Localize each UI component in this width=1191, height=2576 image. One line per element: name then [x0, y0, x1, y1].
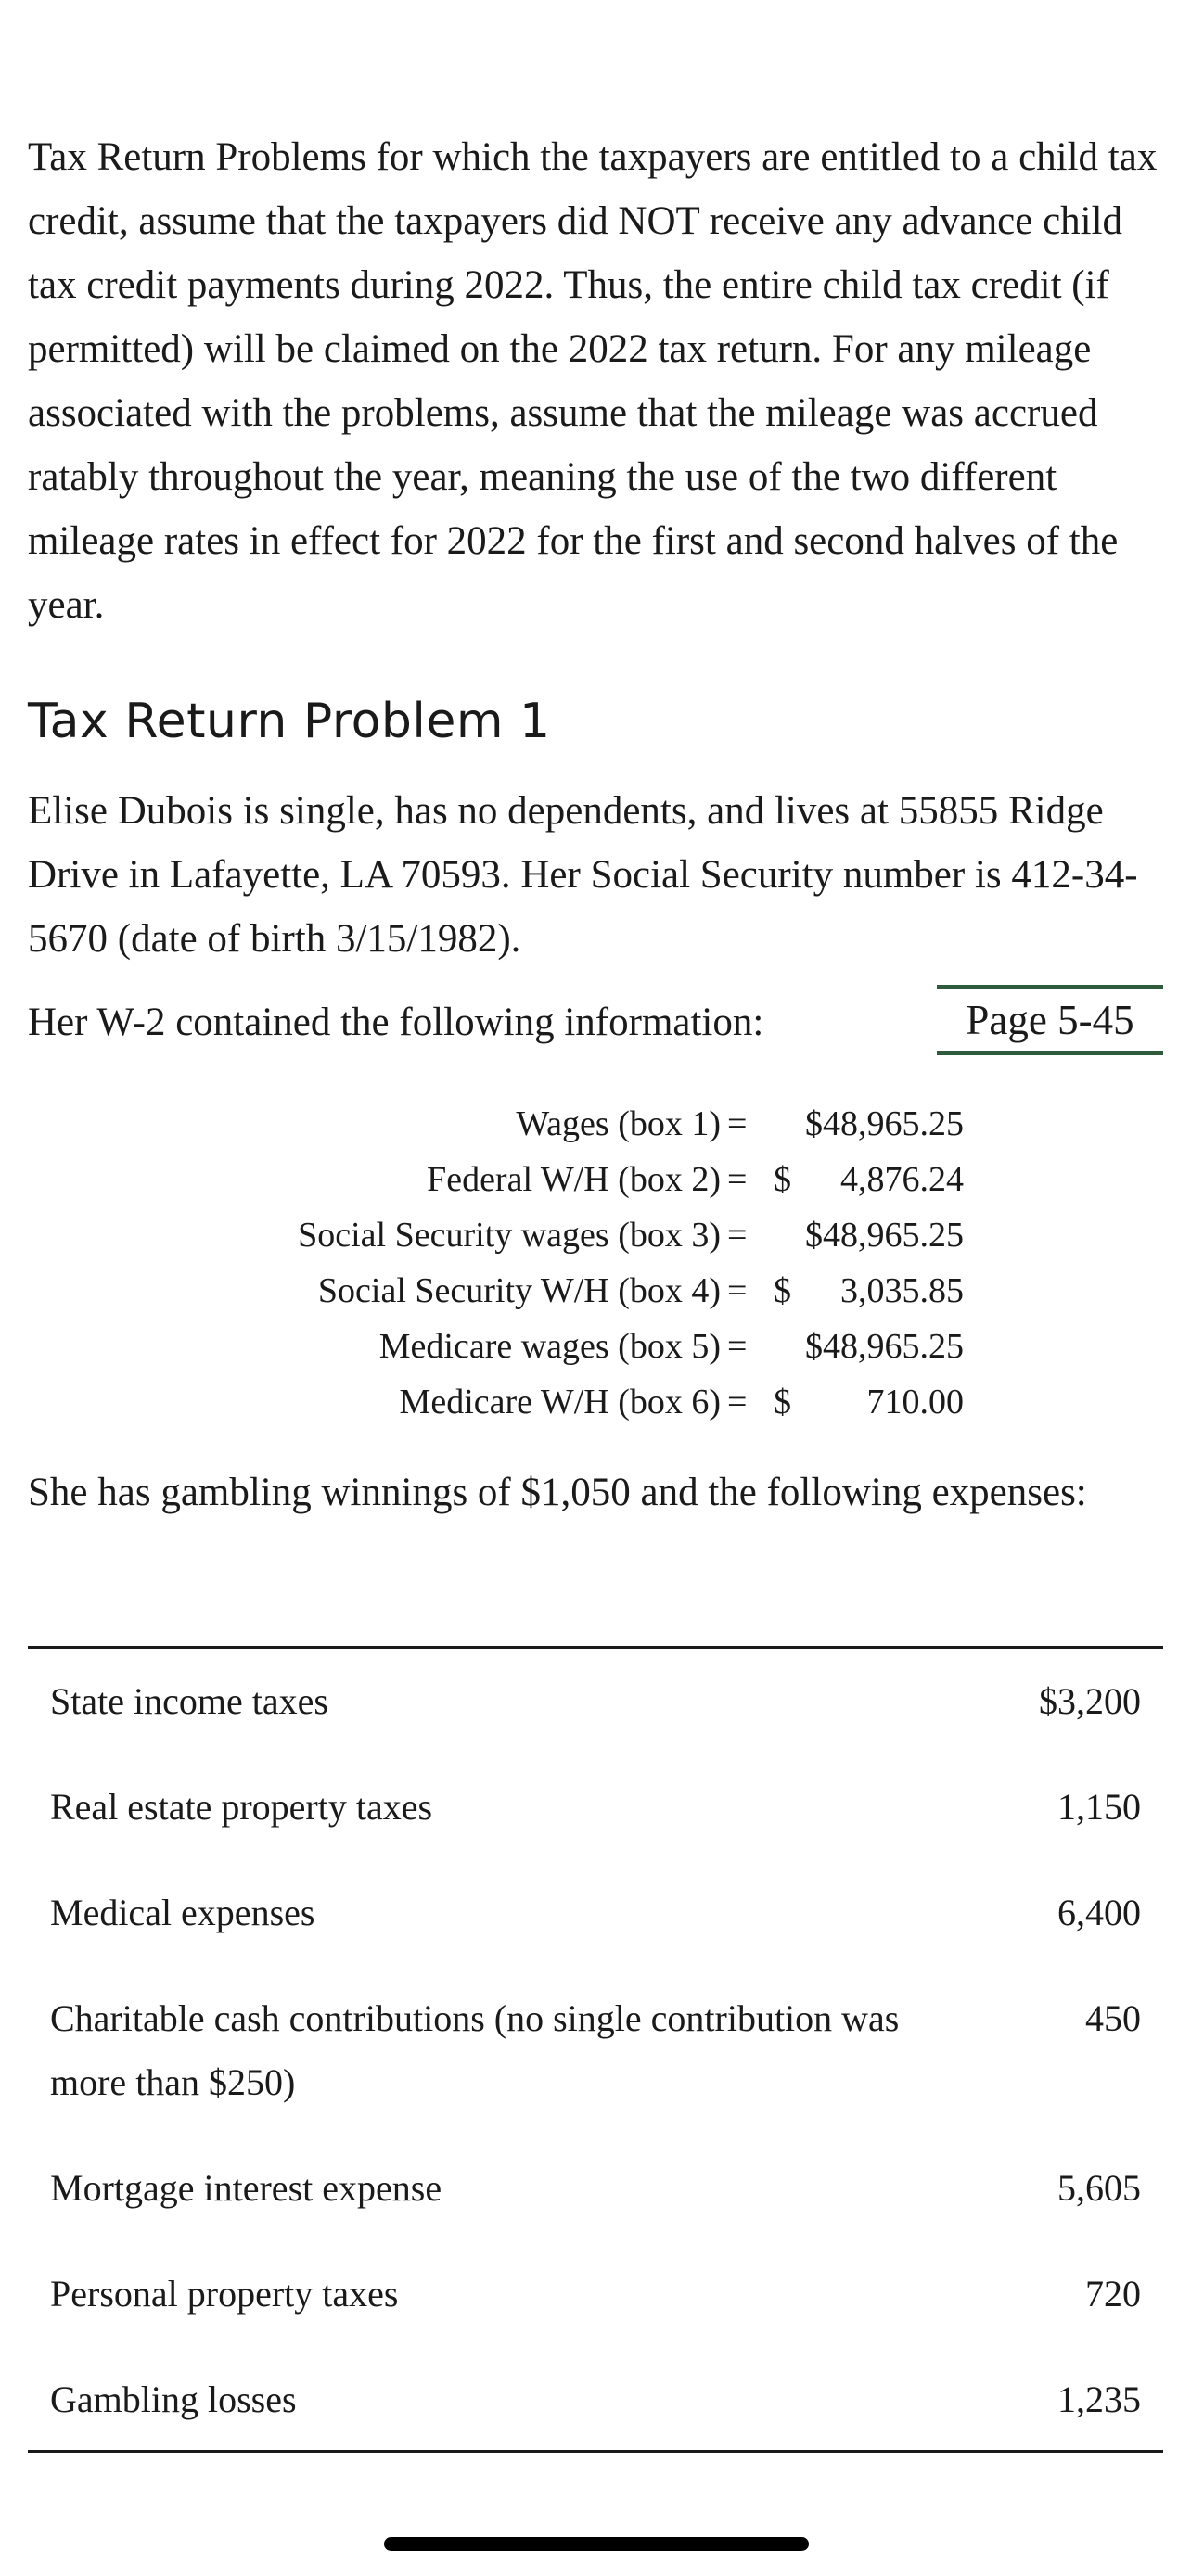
w2-amount: 710.00: [866, 1383, 964, 1422]
w2-amount: $48,965.25: [805, 1216, 964, 1255]
w2-row: [28, 1270, 1163, 1326]
w2-table: [28, 1103, 1163, 1437]
expense-label: Mortgage interest expense: [50, 2167, 442, 2209]
expense-row: [28, 2367, 1163, 2450]
w2-label: Wages (box 1): [516, 1104, 721, 1143]
expense-amount: 6,400: [1057, 1892, 1141, 1933]
expense-amount: 5,605: [1057, 2167, 1141, 2209]
w2-row: [28, 1103, 1163, 1159]
w2-label: Social Security wages (box 3): [298, 1216, 721, 1255]
page-reference: Page 5-45: [937, 985, 1163, 1055]
equals-sign: =: [727, 1327, 748, 1366]
expense-label: Real estate property taxes: [50, 1786, 433, 1828]
gambling-paragraph: She has gambling winnings of $1,050 and the following expenses:: [28, 1471, 1087, 1514]
expense-label: State income taxes: [50, 1680, 328, 1722]
w2-row: [28, 1382, 1163, 1437]
expense-row: [28, 2156, 1163, 2262]
equals-sign: =: [727, 1383, 748, 1422]
w2-intro-text: Her W-2 contained the following information:: [28, 1001, 764, 1044]
equals-sign: =: [727, 1216, 748, 1255]
w2-amount: $48,965.25: [805, 1327, 964, 1366]
expense-row: [28, 1986, 1163, 2156]
section-title: Tax Return Problem 1: [28, 694, 551, 749]
dollar-sign: $: [774, 1271, 791, 1310]
w2-label: Medicare wages (box 5): [378, 1327, 721, 1366]
w2-amount: 3,035.85: [840, 1271, 964, 1310]
intro-paragraph: Tax Return Problems for which the taxpayers are entitled to a child tax credit, assume that the taxpayers did NOT receive any advance child tax credit payments during 2022. Thus, the entire child tax credit (if permitted) will be claimed on the 2022 tax return. For any mileage associated with the problems, assume that the mileage was accrued ratably throughout the year, meaning the use of the two different mileage rates in effect for 2022 for the first and second halves of the year.: [28, 135, 1158, 627]
w2-label: Medicare W/H (box 6): [399, 1383, 721, 1422]
expense-amount: 450: [1085, 1997, 1141, 2039]
expenses-table: [28, 1646, 1163, 2453]
w2-amount: 4,876.24: [840, 1160, 964, 1199]
equals-sign: =: [727, 1160, 748, 1199]
dollar-sign: $: [774, 1383, 791, 1422]
expense-amount: 1,235: [1057, 2378, 1141, 2420]
expense-label: Charitable cash contributions (no single contribution was more than $250): [50, 1997, 900, 2103]
w2-label: Social Security W/H (box 4): [317, 1271, 721, 1310]
w2-row: [28, 1159, 1163, 1215]
expense-amount: $3,200: [1039, 1680, 1141, 1722]
w2-label: Federal W/H (box 2): [427, 1160, 721, 1199]
w2-amount: $48,965.25: [805, 1104, 964, 1143]
home-indicator[interactable]: [384, 2537, 809, 2551]
expense-amount: 720: [1085, 2273, 1141, 2315]
expense-row: [28, 2262, 1163, 2367]
expense-label: Personal property taxes: [50, 2273, 399, 2315]
problem-description: Elise Dubois is single, has no dependents, and lives at 55855 Ridge Drive in Lafayette, LA 70593. Her Social Security number is 412-34-5670 (date of birth 3/15/1982).: [28, 789, 1138, 961]
expense-row: [28, 1649, 1163, 1775]
expense-row: [28, 1881, 1163, 1986]
w2-row: [28, 1215, 1163, 1270]
expense-amount: 1,150: [1057, 1786, 1141, 1828]
equals-sign: =: [727, 1271, 748, 1310]
expense-label: Medical expenses: [50, 1892, 315, 1933]
expense-row: [28, 1775, 1163, 1881]
w2-row: [28, 1326, 1163, 1382]
dollar-sign: $: [774, 1160, 791, 1199]
equals-sign: =: [727, 1104, 748, 1143]
expense-label: Gambling losses: [50, 2378, 297, 2420]
